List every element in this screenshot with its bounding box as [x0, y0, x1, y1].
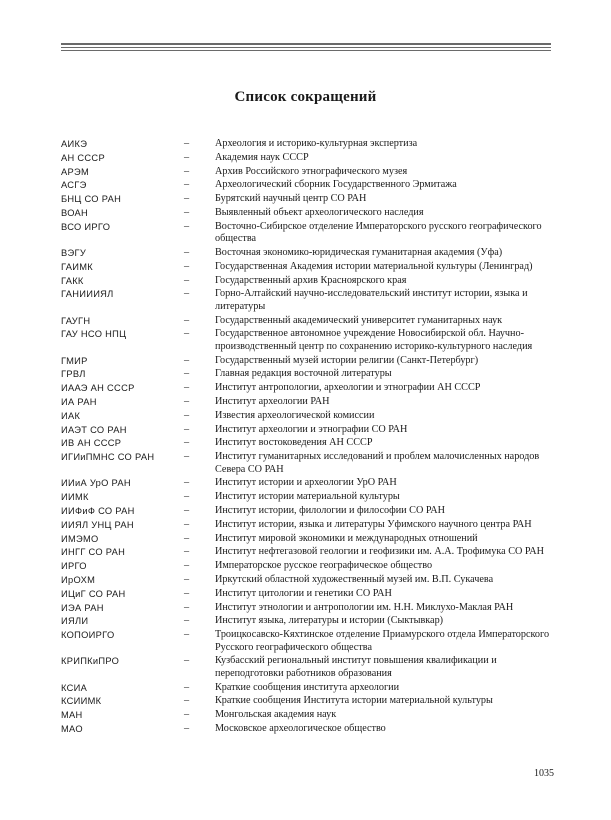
abbreviation-term: ИЦиГ СО РАН — [61, 588, 126, 599]
abbreviation-row — [61, 588, 555, 600]
dash-separator: – — [184, 695, 190, 707]
abbreviation-row — [61, 615, 555, 627]
abbreviation-definition: Институт гуманитарных исследований и проблем малочисленных народов Севера СО РАН — [215, 451, 540, 475]
abbreviation-term: ИВ АН СССР — [61, 438, 122, 449]
abbreviation-row — [61, 574, 555, 586]
abbreviation-definition: Институт этнологии и антропологии им. Н.Н. Миклухо-Маклая РАН — [215, 601, 514, 613]
page-title: Список сокращений — [234, 89, 377, 105]
abbreviation-row — [61, 275, 555, 287]
abbreviation-term: ИАК — [61, 410, 81, 421]
abbreviation-row — [61, 261, 555, 273]
abbreviation-term: ИИФиФ СО РАН — [61, 505, 135, 516]
page-number: 1035 — [534, 768, 554, 779]
dash-separator: – — [184, 560, 190, 572]
abbreviation-definition: Институт истории и археологии УрО РАН — [215, 477, 397, 489]
top-rule-thin-2 — [61, 50, 551, 51]
dash-separator: – — [184, 451, 190, 463]
abbreviation-definition: Институт истории, филологии и философии СО РАН — [215, 504, 445, 516]
abbreviation-term: КРИПКиПРО — [61, 656, 120, 667]
abbreviation-definition: Институт цитологии и генетики СО РАН — [215, 587, 392, 599]
dash-separator: – — [184, 409, 190, 421]
abbreviation-definition: Выявленный объект археологического наследия — [215, 206, 424, 218]
dash-separator: – — [184, 165, 190, 177]
abbreviation-row — [61, 207, 555, 219]
abbreviation-definition: Институт востоковедения АН СССР — [215, 437, 373, 449]
abbreviation-row — [61, 682, 555, 694]
abbreviation-term: ИЭА РАН — [61, 602, 104, 613]
dash-separator: – — [184, 709, 190, 721]
abbreviation-row — [61, 533, 555, 545]
abbreviation-definition: Бурятский научный центр СО РАН — [215, 193, 367, 205]
dash-separator: – — [184, 437, 190, 449]
abbreviation-definition: Институт истории материальной культуры — [215, 491, 400, 503]
abbreviation-term: АРЭМ — [61, 166, 90, 177]
abbreviation-row — [61, 491, 555, 503]
abbreviation-definition: Краткие сообщения института археологии — [215, 681, 400, 693]
abbreviation-term: ИМЭМО — [61, 533, 99, 544]
abbreviation-row — [61, 328, 555, 353]
abbreviation-row — [61, 315, 555, 327]
dash-separator: – — [184, 368, 190, 380]
abbreviation-definition: Горно-Алтайский научно-исследовательский институт истории, языка и литературы — [215, 288, 528, 312]
abbreviation-definition: Главная редакция восточной литературы — [215, 368, 392, 380]
dash-separator: – — [184, 354, 190, 366]
dash-separator: – — [184, 382, 190, 394]
abbreviation-term: МАН — [61, 710, 83, 721]
dash-separator: – — [184, 193, 190, 205]
abbreviation-definition: Известия археологической комиссии — [215, 409, 375, 421]
abbreviation-definition: Государственный музей истории религии (Санкт-Петербург) — [215, 354, 479, 366]
abbreviation-definition: Восточно-Сибирское отделение Императорского русского географического общества — [215, 220, 542, 245]
abbreviation-term: ГАУ НСО НПЦ — [61, 329, 127, 340]
abbreviation-definition: Троицкосавско-Кяхтинское отделение Приамурского отдела Императорского Русского географического общества — [215, 629, 550, 653]
abbreviation-definition: Государственный архив Красноярского края — [215, 274, 407, 286]
abbreviation-row — [61, 695, 555, 707]
abbreviation-term: ВЭГУ — [61, 247, 87, 258]
abbreviation-definition: Государственная Академия истории материальной культуры (Ленинград) — [215, 260, 533, 272]
abbreviation-row — [61, 723, 555, 735]
abbreviation-term: МАО — [61, 723, 83, 734]
abbreviation-definition: Археологический сборник Государственного Эрмитажа — [215, 179, 457, 191]
dash-separator: – — [184, 138, 190, 149]
abbreviation-row — [61, 451, 555, 476]
abbreviation-definition: Государственное автономное учреждение Новосибирской обл. Научно-производственный центр по сохранению историко-культурного наследия — [215, 328, 533, 352]
abbreviation-row — [61, 368, 555, 380]
dash-separator: – — [184, 722, 190, 734]
dash-separator: – — [184, 246, 190, 258]
abbreviation-definition: Архив Российского этнографического музея — [215, 165, 408, 177]
abbreviation-term: ВСО ИРГО — [61, 221, 111, 232]
dash-separator: – — [184, 532, 190, 544]
abbreviation-definition: Институт археологии и этнографии СО РАН — [215, 423, 408, 435]
abbreviation-term: ИИиА УрО РАН — [61, 478, 131, 489]
abbreviation-term: ИЯЛИ — [61, 616, 89, 627]
dash-separator: – — [184, 518, 190, 530]
abbreviation-term: ИНГГ СО РАН — [61, 547, 126, 558]
abbreviation-definition: Институт археологии РАН — [215, 395, 330, 407]
abbreviation-term: КСИИМК — [61, 696, 102, 707]
dash-separator: – — [184, 151, 190, 163]
dash-separator: – — [184, 206, 190, 218]
dash-separator: – — [184, 681, 190, 693]
abbreviation-row — [61, 505, 555, 517]
abbreviation-term: ИИЯЛ УНЦ РАН — [61, 519, 134, 530]
abbreviation-term: ГАКК — [61, 275, 84, 286]
abbreviation-definition: Краткие сообщения Института истории материальной культуры — [215, 695, 493, 707]
abbreviation-term: ГАУГН — [61, 315, 91, 326]
abbreviation-definition: Институт нефтегазовой геологии и геофизики им. А.А. Трофимука СО РАН — [215, 546, 544, 558]
abbreviation-row — [61, 477, 555, 489]
abbreviation-row — [61, 138, 555, 150]
abbreviation-row — [61, 602, 555, 614]
top-rule-thin — [61, 47, 551, 48]
abbreviation-term: ИрОХМ — [61, 574, 96, 585]
abbreviation-term: КОПОИРГО — [61, 630, 115, 641]
abbreviation-row — [61, 382, 555, 394]
dash-separator: – — [184, 314, 190, 326]
abbreviation-term: АИКЭ — [61, 139, 88, 149]
dash-separator: – — [184, 477, 190, 489]
dash-separator: – — [184, 615, 190, 627]
abbreviation-term: ГРВЛ — [61, 369, 86, 380]
abbreviation-row — [61, 179, 555, 191]
abbreviation-row — [61, 519, 555, 531]
abbreviation-definition: Академия наук СССР — [215, 151, 309, 163]
abbreviation-row — [61, 410, 555, 422]
abbreviation-definition: Институт истории, языка и литературы Уфимского научного центра РАН — [215, 518, 532, 530]
abbreviation-definition: Монгольская академия наук — [215, 709, 337, 721]
dash-separator: – — [184, 491, 190, 503]
abbreviation-definition: Институт языка, литературы и истории (Сыктывкар) — [215, 615, 444, 627]
abbreviation-row — [61, 221, 555, 246]
abbreviation-term: ИГИиПМНС СО РАН — [61, 452, 155, 463]
abbreviation-term: ИРГО — [61, 561, 87, 572]
abbreviation-term: ИА РАН — [61, 396, 97, 407]
abbreviation-row — [61, 560, 555, 572]
dash-separator: – — [184, 288, 190, 300]
abbreviation-term: ГМИР — [61, 355, 88, 366]
dash-separator: – — [184, 274, 190, 286]
abbreviation-term: АН СССР — [61, 152, 105, 163]
dash-separator: – — [184, 587, 190, 599]
abbreviation-definition: Иркутский областной художественный музей им. В.П. Сукачева — [215, 573, 494, 585]
abbreviation-definition: Институт антропологии, археологии и этнографии АН СССР — [215, 382, 481, 394]
abbreviation-term: ИААЭ АН СССР — [61, 383, 135, 394]
abbreviation-row — [61, 655, 555, 680]
abbreviation-row — [61, 396, 555, 408]
abbreviation-definition: Императорское русское географическое общество — [215, 560, 433, 572]
top-rule-thick — [61, 43, 551, 45]
abbreviation-term: ВОАН — [61, 207, 89, 218]
abbreviation-definition: Институт мировой экономики и международных отношений — [215, 532, 478, 544]
dash-separator: – — [184, 179, 190, 191]
abbreviation-row — [61, 247, 555, 259]
dash-separator: – — [184, 573, 190, 585]
abbreviation-row — [61, 193, 555, 205]
dash-separator: – — [184, 423, 190, 435]
abbreviation-term: ГАНИИИЯЛ — [61, 289, 114, 300]
dash-separator: – — [184, 328, 190, 340]
abbreviation-definition: Московское археологическое общество — [215, 722, 386, 734]
dash-separator: – — [184, 601, 190, 613]
dash-separator: – — [184, 395, 190, 407]
dash-separator: – — [184, 655, 190, 667]
abbreviation-row — [61, 424, 555, 436]
abbreviation-row — [61, 355, 555, 367]
dash-separator: – — [184, 260, 190, 272]
abbreviation-term: ГАИМК — [61, 261, 93, 272]
dash-separator: – — [184, 504, 190, 516]
abbreviation-term: БНЦ СО РАН — [61, 194, 122, 205]
abbreviation-row — [61, 629, 555, 654]
abbreviation-definition: Восточная экономико-юридическая гуманитарная академия (Уфа) — [215, 246, 503, 258]
abbreviation-term: КСИА — [61, 682, 88, 693]
abbreviation-term: ИИМК — [61, 492, 89, 503]
abbreviation-row — [61, 437, 555, 449]
abbreviation-term: АСГЭ — [61, 180, 87, 191]
abbreviation-row — [61, 152, 555, 164]
abbreviation-row — [61, 709, 555, 721]
dash-separator: – — [184, 629, 190, 641]
abbreviation-row — [61, 166, 555, 178]
abbreviation-definition: Кузбасский региональный институт повышения квалификации и переподготовки работников образования — [215, 655, 497, 679]
abbreviation-definition: Государственный академический университет гуманитарных наук — [215, 314, 503, 326]
abbreviation-term: ИАЭТ СО РАН — [61, 424, 127, 435]
abbreviation-row — [61, 288, 555, 313]
abbreviation-row — [61, 546, 555, 558]
abbreviation-list — [61, 138, 555, 737]
abbreviation-definition: Археология и историко-культурная экспертиза — [215, 138, 418, 149]
dash-separator: – — [184, 546, 190, 558]
dash-separator: – — [184, 220, 190, 232]
